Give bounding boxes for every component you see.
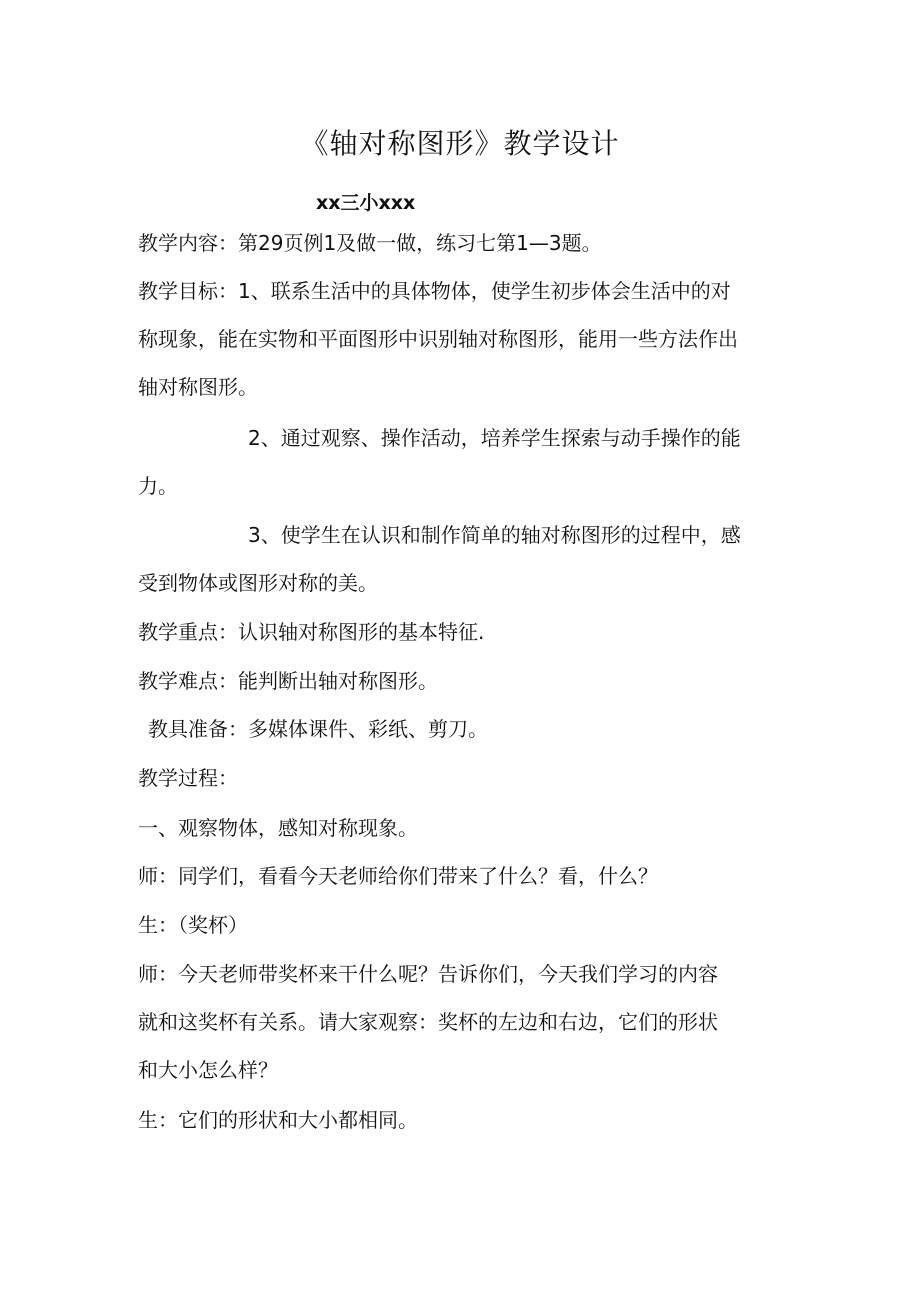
difficult-point: 教学难点：能判断出轴对称图形。: [138, 669, 438, 693]
teacher-line-2b: 就和这奖杯有关系。请大家观察：奖杯的左边和右边，它们的形状: [138, 1010, 718, 1034]
teaching-content: 教学内容：第29页例1及做一做，练习七第1—3题。: [138, 231, 602, 255]
section-one-heading: 一、观察物体，感知对称现象。: [138, 816, 418, 840]
teacher-line-2c: 和大小怎么样？: [138, 1058, 278, 1082]
student-line-2: 生：它们的形状和大小都相同。: [138, 1108, 418, 1132]
key-point: 教学重点：认识轴对称图形的基本特征.: [138, 620, 485, 644]
doc-title: 《轴对称图形》教学设计: [300, 127, 620, 160]
teaching-goal-line-1: 教学目标：1、联系生活中的具体物体，使学生初步体会生活中的对: [138, 279, 731, 303]
teaching-goal-line-3: 轴对称图形。: [138, 375, 258, 399]
doc-author: xx三小xxx: [316, 192, 416, 214]
teaching-aids: 教具准备：多媒体课件、彩纸、剪刀。: [148, 717, 488, 741]
goal-3-line-1: 3、使学生在认识和制作简单的轴对称图形的过程中，感: [248, 523, 741, 547]
teacher-line-1: 师：同学们，看看今天老师给你们带来了什么？看，什么？: [138, 864, 658, 888]
teacher-line-2a: 师：今天老师带奖杯来干什么呢？告诉你们，今天我们学习的内容: [138, 962, 718, 986]
goal-2-line-1: 2、通过观察、操作活动，培养学生探索与动手操作的能: [248, 426, 741, 450]
goal-2-line-2: 力。: [138, 474, 178, 498]
teaching-goal-line-2: 称现象，能在实物和平面图形中识别轴对称图形，能用一些方法作出: [138, 327, 738, 351]
goal-3-line-2: 受到物体或图形对称的美。: [138, 571, 378, 595]
student-line-1: 生：（奖杯）: [138, 913, 248, 937]
process-heading: 教学过程：: [138, 766, 238, 790]
